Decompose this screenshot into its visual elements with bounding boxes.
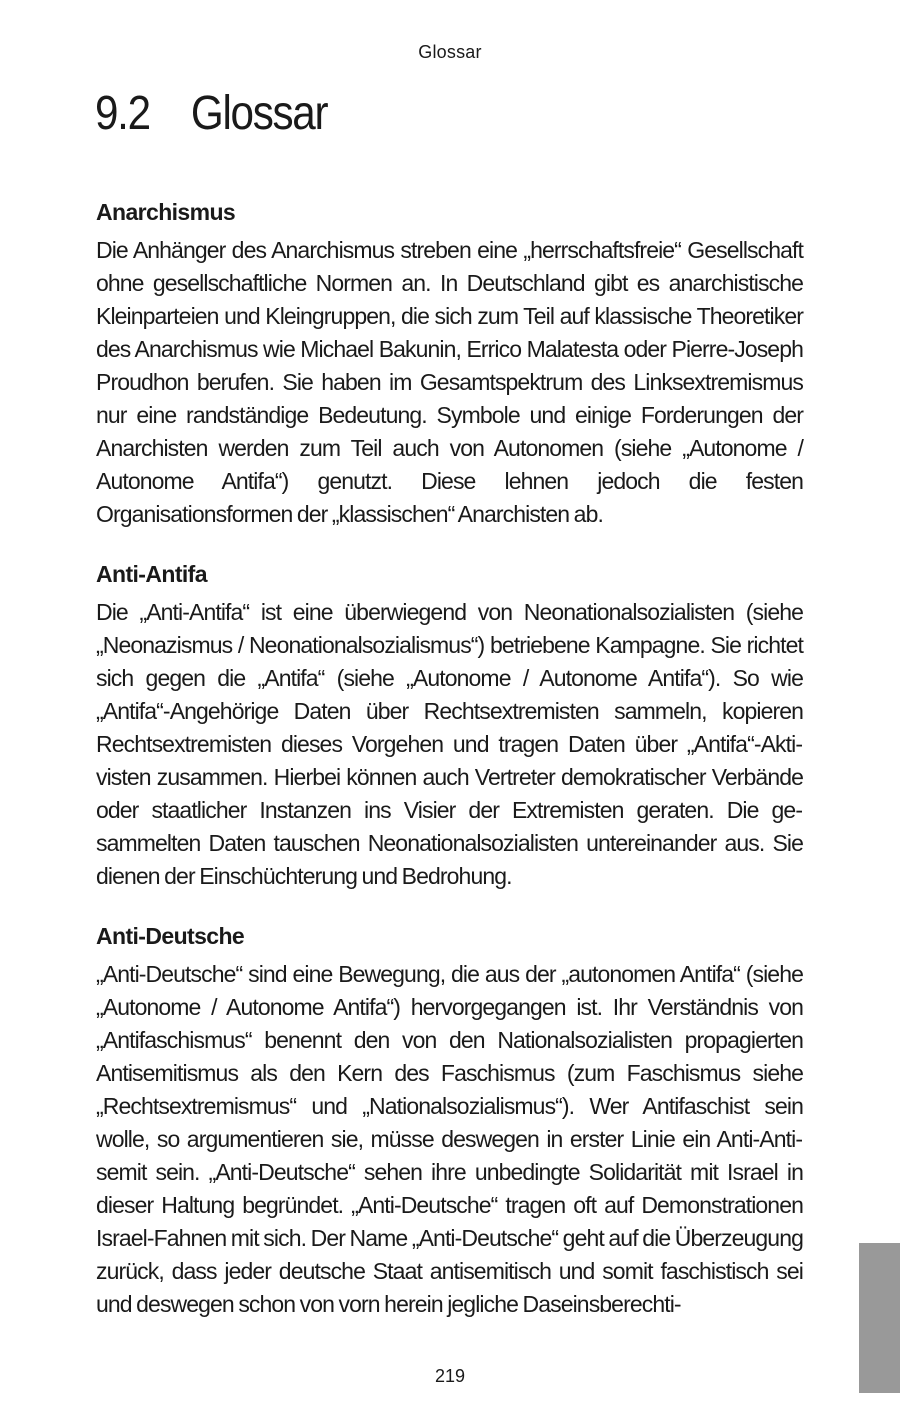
chapter-number: 9.2	[95, 87, 150, 140]
page-number: 219	[434, 1366, 466, 1386]
glossary-entry-anti-deutsche	[96, 920, 803, 1321]
entry-definition: Die Anhänger des Anarchismus streben eine „herrschaftsfreie“ Gesellschaft ohne gesellschaftliche Normen an. In Deutschland gibt es anarchistische Kleinparteien und Kleingruppen, die sich zum Teil auf klassische Theoretiker des Anarchismus wie Michael Bakunin, Errico Malatesta oder Pierre-Joseph Proudhon berufen. Sie haben im Gesamtspektrum des Linksextremismus nur eine randständige Bedeutung. Symbole und einige Forderungen der Anarchisten werden zum Teil auch von Autonomen (siehe „Autonome / Autonome Antifa“) genutzt. Diese lehnen jedoch die festen Organisationsformen der „klassischen“ Anarchisten ab.	[96, 237, 803, 527]
entry-definition: Die „Anti-Antifa“ ist eine überwiegend von Neonationalsozialisten (siehe „Neonazismus / Neonationalsozialismus“) betriebene Kampagne. Sie richtet sich gegen die „Antifa“ (siehe „Autonome / Autonome Antifa“). So wie „Antifa“-Angehörige Daten über Rechtsextremisten sammeln, kopieren Rechtsextremisten dieses Vorgehen und tragen Daten über „Antifa“-Aktivisten zusammen. Hierbei können auch Vertreter demokratischer Verbände oder staatlicher Instanzen ins Visier der Extremisten geraten. Die gesammelten Daten tauschen Neonationalsozialisten untereinander aus. Sie dienen der Einschüchterung und Bedrohung.	[96, 599, 803, 889]
running-header: Glossar	[418, 42, 482, 62]
glossary-entry-anti-antifa	[96, 558, 803, 893]
entry-term: Anarchismus	[96, 199, 236, 225]
chapter-title	[95, 86, 327, 141]
entry-term: Anti-Deutsche	[96, 923, 245, 949]
glossary-body	[96, 196, 803, 1348]
thumb-index-tab	[859, 1243, 900, 1393]
entry-definition: „Anti-Deutsche“ sind eine Bewegung, die aus der „autonomen Antifa“ (siehe „Autonome / Autonome Antifa“) hervorgegangen ist. Ihr Verständnis von „Antifaschismus“ benennt den von den Nationalsozialisten propagierten Antisemitismus als den Kern des Faschismus (zum Faschismus siehe „Rechtsextremismus“ und „Nationalsozialismus“). Wer Antifaschist sein wolle, so argumentieren sie, müsse deswegen in erster Linie ein Anti-Antisemit sein. „Anti-Deutsche“ sehen ihre unbedingte Solidarität mit Israel in dieser Haltung begründet. „Anti-Deutsche“ tragen oft auf Demonstrationen Israel-Fahnen mit sich. Der Name „Anti-Deutsche“ geht auf die Überzeugung zurück, dass jeder deutsche Staat antisemitisch und somit faschistisch sei und deswegen schon von vorn herein jegliche Daseinsberechti-	[96, 961, 803, 1317]
glossary-entry-anarchismus	[96, 196, 803, 531]
entry-term: Anti-Antifa	[96, 561, 207, 587]
chapter-title-text: Glossar	[190, 87, 328, 140]
